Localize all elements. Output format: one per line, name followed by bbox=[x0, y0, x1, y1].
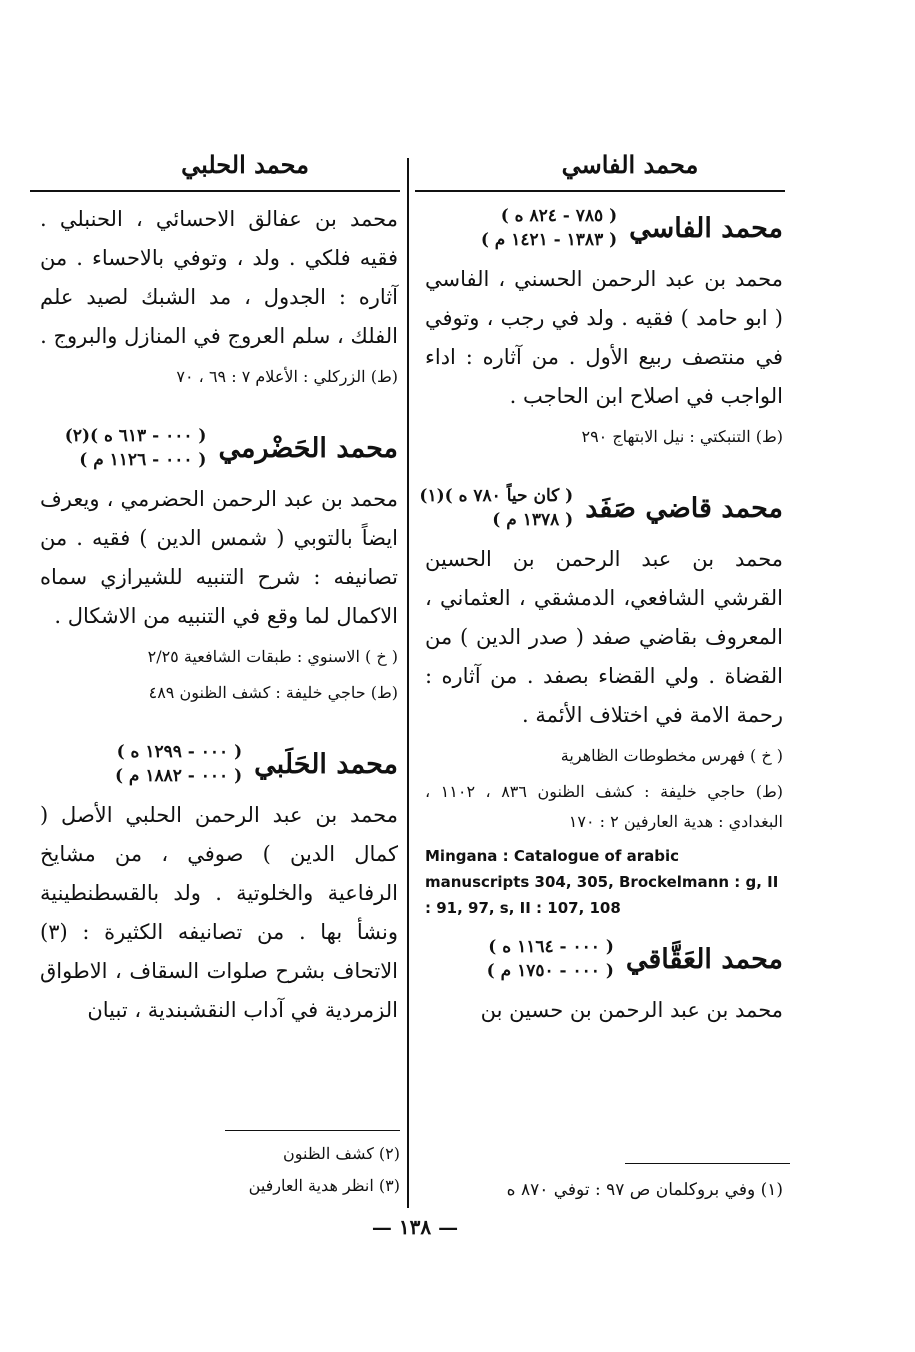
latin-reference: Mingana : Catalogue of arabic manuscripts 304, 305, Brockelmann : g, II : 91, 97, s, II : 107, 108 bbox=[425, 847, 779, 917]
entry-body: محمد بن عبد الرحمن بن حسين بن bbox=[480, 998, 783, 1022]
page-number: — ١٣٨ — bbox=[371, 1215, 459, 1239]
entry-source: (ط) التنبكتي : نيل الابتهاج ٢٩٠ bbox=[581, 427, 783, 446]
entry-heading bbox=[40, 740, 398, 788]
entry-hadrami bbox=[40, 424, 398, 708]
dates-hijri: ( ٧٨٥ - ٨٢٤ ه ) bbox=[500, 206, 618, 226]
entry-heading bbox=[425, 935, 783, 983]
entry-body: محمد بن عفالق الاحسائي ، الحنبلي . فقيه فلكي . ولد ، وتوفي بالاحساء . من آثاره : الجدول ، مد الشبك لصيد علم الفلك ، سلم العروج في المنازل والبروج . bbox=[40, 207, 398, 348]
footnote: (٢) كشف الظنون bbox=[283, 1144, 400, 1163]
entry-source: (ط) الزركلي : الأعلام ٧ : ٦٩ ، ٧٠ bbox=[176, 367, 398, 386]
entry-qadi-safad bbox=[419, 484, 784, 921]
entry-dates bbox=[65, 424, 207, 472]
left-column bbox=[40, 200, 398, 1030]
entry-dates bbox=[419, 484, 573, 532]
entry-source: ( خ ) الاسنوي : طبقات الشافعية ٢/٢٥ bbox=[147, 647, 398, 666]
entry-name: محمد الفاسي bbox=[629, 212, 783, 244]
running-head-left: محمد الحلبي bbox=[181, 150, 309, 179]
entry-source: (ط) حاجي خليفة : كشف الظنون ٨٣٦ ، ١١٠٢ ، البغدادي : هدية العارفين ٢ : ١٧٠ bbox=[425, 782, 784, 831]
entry-afaliq-continued bbox=[40, 200, 398, 392]
header-rule-right bbox=[415, 190, 785, 192]
header-rule-left bbox=[30, 190, 400, 192]
dates-hijri: ( ٠٠٠ - ١١٦٤ ه ) bbox=[488, 937, 614, 957]
dates-gregorian: ( ١٣٨٣ - ١٤٢١ م ) bbox=[480, 230, 618, 250]
dates-hijri: ( ٠٠٠ - ١٢٩٩ ه ) bbox=[116, 742, 243, 762]
entry-body: محمد بن عبد الرحمن الحضرمي ، ويعرف ايضاً بالتوبي ( شمس الدين ) فقيه . من تصانيفه : شرح التنبيه للشيرازي سماه الاكمال لما وقع في التنبيه من الاشكال . bbox=[40, 487, 398, 628]
column-divider bbox=[407, 158, 409, 1208]
entry-source: ( خ ) فهرس مخطوطات الظاهرية bbox=[560, 746, 783, 765]
entry-fasi bbox=[425, 204, 783, 452]
dates-gregorian: ( ٠٠٠ - ١٧٥٠ م ) bbox=[486, 961, 614, 981]
entry-source: (ط) حاجي خليفة : كشف الظنون ٤٨٩ bbox=[148, 683, 398, 702]
entry-body: محمد بن عبد الرحمن الحلبي الأصل ( كمال الدين ) صوفي ، من مشايخ الرفاعية والخلوتية . ولد بالقسطنطينية ونشأ بها . من تصانيفه الكثيرة : (٣) الاتحاف بشرح صلوات السقاف ، الاطواق الزمردية في آداب النقشبندية ، تبيان bbox=[40, 803, 398, 1022]
dates-hijri: ( كان حياً ٧٨٠ ه )(١) bbox=[419, 486, 574, 506]
dates-gregorian: ( ١٣٧٨ م ) bbox=[492, 510, 574, 530]
footnote-rule-left bbox=[225, 1130, 400, 1131]
dates-hijri: ( ٠٠٠ - ٦١٣ ه )(٢) bbox=[64, 426, 207, 446]
page-header bbox=[30, 150, 790, 192]
footnote: (١) وفي بروكلمان ص ٩٧ : توفي ٨٧٠ ه bbox=[506, 1180, 783, 1200]
footnote: (٣) انظر هدية العارفين bbox=[248, 1176, 400, 1195]
footnote-rule-right bbox=[625, 1163, 790, 1164]
dates-gregorian: ( ٠٠٠ - ١١٢٦ م ) bbox=[79, 450, 207, 470]
entry-dates bbox=[115, 740, 242, 788]
entry-halabi bbox=[40, 740, 398, 1030]
footnotes-left bbox=[160, 1138, 400, 1202]
entry-name: محمد العَقَّاقي bbox=[625, 943, 783, 975]
entry-dates bbox=[481, 204, 617, 252]
entry-aqqaqi bbox=[425, 935, 783, 1030]
entry-body: محمد بن عبد الرحمن بن الحسين القرشي الشافعي، الدمشقي ، العثماني ، المعروف بقاضي صفد ( صدر الدين ) من القضاة . ولي القضاء بصفد . من آثاره : رحمة الامة في اختلاف الأئمة . bbox=[425, 547, 783, 727]
entry-body: محمد بن عبد الرحمن الحسني ، الفاسي ( ابو حامد ) فقيه . ولد في رجب ، وتوفي في منتصف ربيع الأول . من آثاره : اداء الواجب في اصلاح ابن الحاجب . bbox=[425, 267, 783, 408]
footnotes-right bbox=[425, 1175, 783, 1205]
entry-name: محمد الحَلَبي bbox=[254, 748, 398, 780]
entry-name: محمد الحَضْرمي bbox=[218, 432, 398, 464]
entry-dates bbox=[487, 935, 614, 983]
entry-heading bbox=[40, 424, 398, 472]
entry-heading bbox=[425, 204, 783, 252]
entry-heading bbox=[419, 484, 783, 532]
dates-gregorian: ( ٠٠٠ - ١٨٨٢ م ) bbox=[114, 766, 243, 786]
right-column bbox=[419, 200, 784, 1030]
entry-name: محمد قاضي صَفَد bbox=[585, 492, 783, 524]
running-head-right: محمد الفاسي bbox=[561, 150, 699, 179]
